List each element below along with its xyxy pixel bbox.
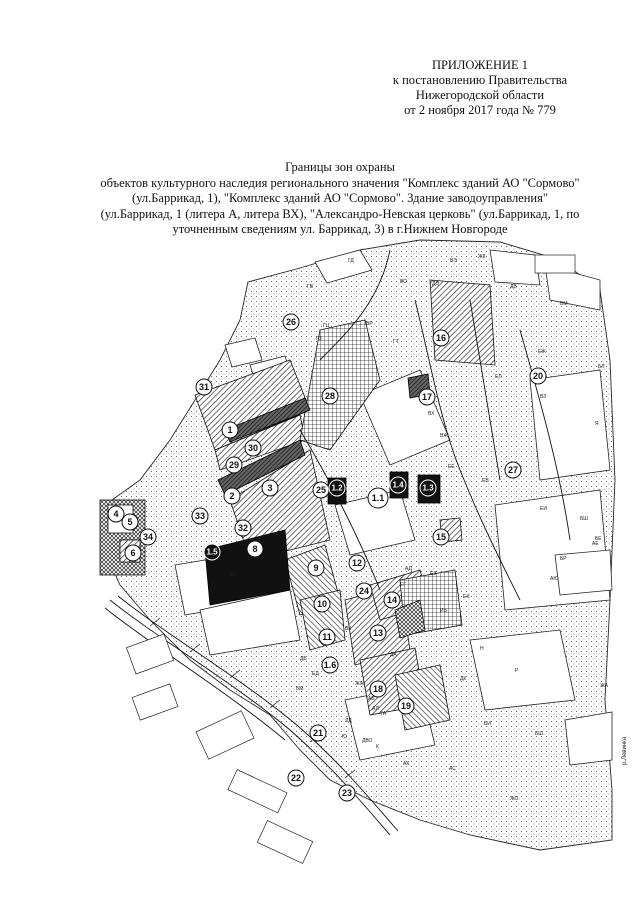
svg-text:28: 28 [324,391,336,401]
building-label: ЖК [478,254,486,260]
svg-text:6: 6 [130,548,136,558]
building-label: ВР [366,321,373,327]
svg-text:4: 4 [113,509,119,519]
svg-text:27: 27 [507,465,519,475]
svg-text:10: 10 [316,599,328,609]
svg-text:31: 31 [198,382,210,392]
title-line-3: (ул.Баррикад, 1), "Комплекс зданий АО "Сормово". Здание заводоуправления" [132,191,548,205]
appendix-region: Нижегородской области [415,88,545,102]
svg-text:1.2: 1.2 [331,483,343,493]
title-line-5: уточненным сведениям ул. Баррикад, 3) в г.Нижнем Новгороде [172,222,508,236]
building-label: БШ [535,731,543,737]
svg-text:26: 26 [285,317,297,327]
svg-text:2: 2 [229,491,235,501]
svg-text:12: 12 [351,558,363,568]
building-label: ДБ [300,656,307,662]
title-line-1: Границы зон охраны [285,160,395,174]
zone-marker-16 [433,330,449,346]
building-label: АБ [368,696,375,702]
building-label: ЕЖ [538,349,546,355]
building-label: ЕГ [400,582,407,588]
building-label: Н [480,646,484,652]
svg-text:13: 13 [372,628,384,638]
zone-marker-9 [308,560,324,576]
building-label: К [376,744,379,750]
building-label: ГЗ [316,336,322,342]
svg-text:32: 32 [237,523,249,533]
building-label: ГЦ [323,323,330,329]
zone-marker-4 [108,506,124,522]
svg-text:25: 25 [315,485,327,495]
svg-text:29: 29 [228,460,240,470]
zone-marker-31 [196,379,212,395]
object-marker-1-1 [368,488,388,508]
building-label: БЕ [595,536,602,542]
zone-marker-34 [140,529,156,545]
object-marker-1-6 [322,657,338,673]
svg-text:1.5: 1.5 [206,547,218,557]
building-label: ЕК [463,594,470,600]
appendix-ref: к постановлению Правительства [392,73,568,87]
zone-marker-24 [356,583,372,599]
appendix-date: от 2 ноября 2017 года № 779 [404,103,556,117]
building-label: БИ [484,721,491,727]
title-line-4: (ул.Баррикад, 1 (литера А, литера ВХ), "Александро-Невская церковь" (ул.Баррикад, 1, по [100,206,580,221]
building-label: ДВО [362,738,373,744]
zone-marker-27 [505,462,521,478]
zone-marker-1 [222,422,238,438]
building-label: ЕЗ [430,571,437,577]
building-label: ДК [460,676,467,682]
building-label: ДЭ [432,281,439,287]
svg-text:24: 24 [358,586,370,596]
zone-marker-13 [370,625,386,641]
building-label: ХХ [230,572,237,578]
building-label: БШ [580,516,588,522]
zone-marker-10 [314,596,330,612]
zone-marker-5 [122,514,138,530]
svg-text:16: 16 [435,333,447,343]
title-line-2: объектов культурного наследия регионального значения "Комплекс зданий АО "Сормово" [100,175,580,190]
building-label: ВЖ [440,433,448,439]
zone-marker-18 [370,681,386,697]
building-label: АД [405,566,412,572]
svg-text:3: 3 [267,483,273,493]
building-label: БЛ [598,364,605,370]
zone-marker-28 [322,388,338,404]
zone-marker-6 [125,545,141,561]
building-label: АЛ [372,706,379,712]
building-label: Ю [342,734,348,740]
svg-text:8: 8 [252,544,258,554]
svg-text:1.1: 1.1 [371,493,385,503]
building-label: АС [449,766,456,772]
building-label: Я [595,421,599,427]
zone-marker-19 [398,698,414,714]
svg-text:21: 21 [312,728,324,738]
svg-text:18: 18 [372,684,384,694]
zone-marker-30 [245,440,261,456]
object-marker-1-5 [204,544,220,560]
building-label: ВЗ [540,394,547,400]
zone-marker-11 [319,629,335,645]
building-label: ЖО [510,796,519,802]
zone-marker-32 [235,520,251,536]
building-label: ВО [400,279,408,285]
zone-marker-2 [224,488,240,504]
svg-text:5: 5 [127,517,133,527]
building-label: АЮ [550,576,559,582]
building-label: ВМ [560,301,568,307]
appendix-number: ПРИЛОЖЕНИЕ 1 [431,58,529,72]
building-label: ЕЛ [495,374,502,380]
svg-text:34: 34 [142,532,154,542]
svg-text:1.6: 1.6 [323,660,337,670]
zone-marker-33 [192,508,208,524]
building-label: ЖА [600,683,608,689]
zone-marker-12 [349,555,365,571]
svg-text:1.4: 1.4 [392,480,404,490]
building-label: ЕЕ [448,464,455,470]
zone-marker-26 [283,314,299,330]
zone-marker-21 [310,725,326,741]
object-marker-1-4 [390,477,406,493]
svg-text:15: 15 [435,532,447,542]
zone-marker-23 [339,785,355,801]
zone-marker-17 [419,389,435,405]
svg-text:9: 9 [313,563,319,573]
building-label: ВК [345,626,352,632]
svg-text:23: 23 [341,788,353,798]
building-label: ВЭ [450,258,457,264]
building-label: 7А [380,711,387,717]
zone-marker-29 [226,457,242,473]
building-label: ДА [390,652,397,658]
building-label: Р [515,668,519,674]
svg-text:33: 33 [194,511,206,521]
building-label: АК [403,761,410,767]
svg-text:11: 11 [322,632,332,642]
svg-text:17: 17 [421,392,433,402]
building-label: ГД [348,258,354,264]
building-label: ИБ [440,608,447,614]
svg-text:19: 19 [400,701,412,711]
svg-text:30: 30 [247,443,259,453]
building-label: ЕИ [540,506,547,512]
building-label: ГВ [307,284,314,290]
building-label: ЛД [345,718,352,724]
zone-marker-14 [384,592,400,608]
zone-marker-3 [262,480,278,496]
svg-text:20: 20 [532,371,544,381]
object-marker-1-2 [329,480,345,496]
building-label: ЕВ [482,478,489,484]
zone-marker-20 [530,368,546,384]
building-label: ГТ [393,339,399,345]
building-label: ЖЖ [355,681,365,687]
object-marker-1-3 [420,480,436,496]
zone-marker-25 [313,482,329,498]
svg-text:1.3: 1.3 [422,483,434,493]
building-label: ЕД [312,671,319,677]
building-label: АЕ [592,541,599,547]
zone-marker-22 [288,770,304,786]
building-label: ДВ [510,284,517,290]
svg-text:1: 1 [227,425,233,435]
building-label: ВХ [428,411,435,417]
zone-marker-8 [247,541,263,557]
building-label: БР [560,556,567,562]
svg-text:14: 14 [386,595,398,605]
svg-text:22: 22 [290,773,302,783]
building-label: БМ [296,686,304,692]
river-label: р.Левинка [622,736,628,765]
zone-marker-15 [433,529,449,545]
